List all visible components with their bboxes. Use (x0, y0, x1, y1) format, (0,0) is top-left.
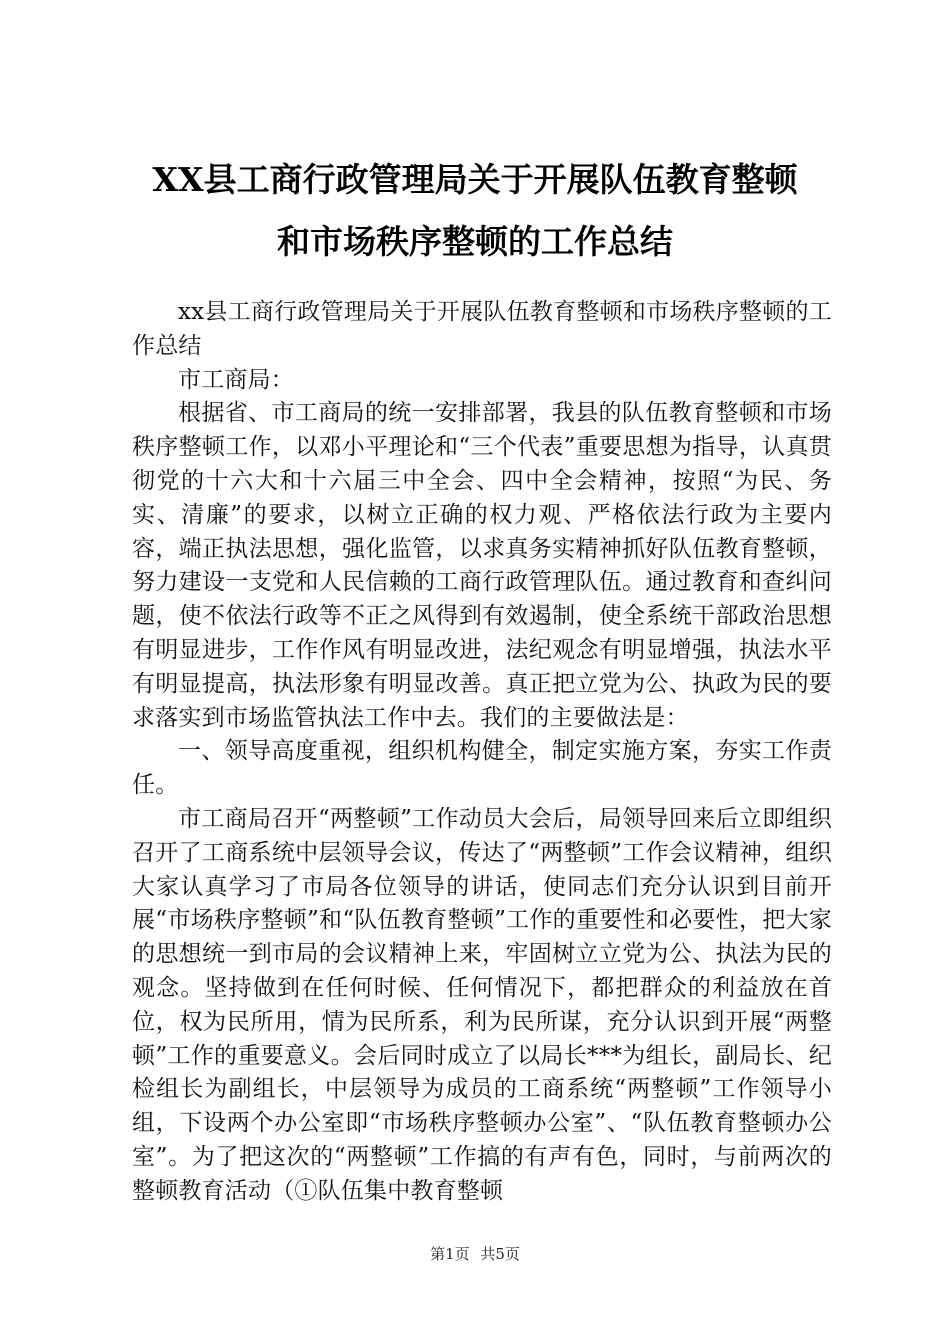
body-paragraph: 市工商局召开“两整顿”工作动员大会后，局领导回来后立即组织召开了工商系统中层领导会议，传达了“两整顿”工作会议精神，组织大家认真学习了市局各位领导的讲话，使同志们充分认识到目前开展“市场秩序整顿”和“队伍教育整顿”工作的重要性和必要性，把大家的思想统一到市局的会议精神上来，牢固树立立党为公、执法为民的观念。坚持做到在任何时候、任何情况下，都把群众的利益放在首位，权为民所用，情为民所系，利为民所谋，充分认识到开展“两整顿”工作的重要意义。会后同时成立了以局长***为组长，副局长、纪检组长为副组长，中层领导为成员的工商系统“两整顿”工作领导小组，下设两个办公室即“市场秩序整顿办公室”、“队伍教育整顿办公室”。为了把这次的“两整顿”工作搞的有声有色，同时，与前两次的整顿教育活动（①队伍集中教育整顿 (132, 805, 832, 1204)
body-paragraph-subtitle: xx县工商行政管理局关于开展队伍教育整顿和市场秩序整顿的工作总结 (132, 299, 832, 359)
document-title-line-2: 和市场秩序整顿的工作总结 (277, 222, 673, 261)
page-footer (0, 1243, 950, 1264)
document-body (132, 296, 832, 1209)
body-section-heading: 一、领导高度重视，组织机构健全，制定实施方案，夯实工作责任。 (132, 738, 832, 799)
page-total: 共5页 (480, 1245, 520, 1263)
page-number: 第1页 (430, 1245, 470, 1263)
document-title-line-1: XX县工商行政管理局关于开展队伍教育整顿 (152, 160, 798, 199)
body-paragraph: 根据省、市工商局的统一安排部署，我县的队伍教育整顿和市场秩序整顿工作，以邓小平理论和“三个代表”重要思想为指导，认真贯彻党的十六大和十六届三中全会、四中全会精神，按照“为民、务实、清廉”的要求，以树立正确的权力观、严格依法行政为主要内容，端正执法思想，强化监管，以求真务实精神抓好队伍教育整顿，努力建设一支党和人民信赖的工商行政管理队伍。通过教育和查纠问题，使不依法行政等不正之风得到有效遏制，使全系统干部政治思想有明显进步，工作作风有明显改进，法纪观念有明显增强，执法水平有明显提高，执法形象有明显改善。真正把立党为公、执政为民的要求落实到市场监管执法工作中去。我们的主要做法是： (132, 400, 832, 731)
body-paragraph-salutation: 市工商局： (178, 366, 294, 393)
